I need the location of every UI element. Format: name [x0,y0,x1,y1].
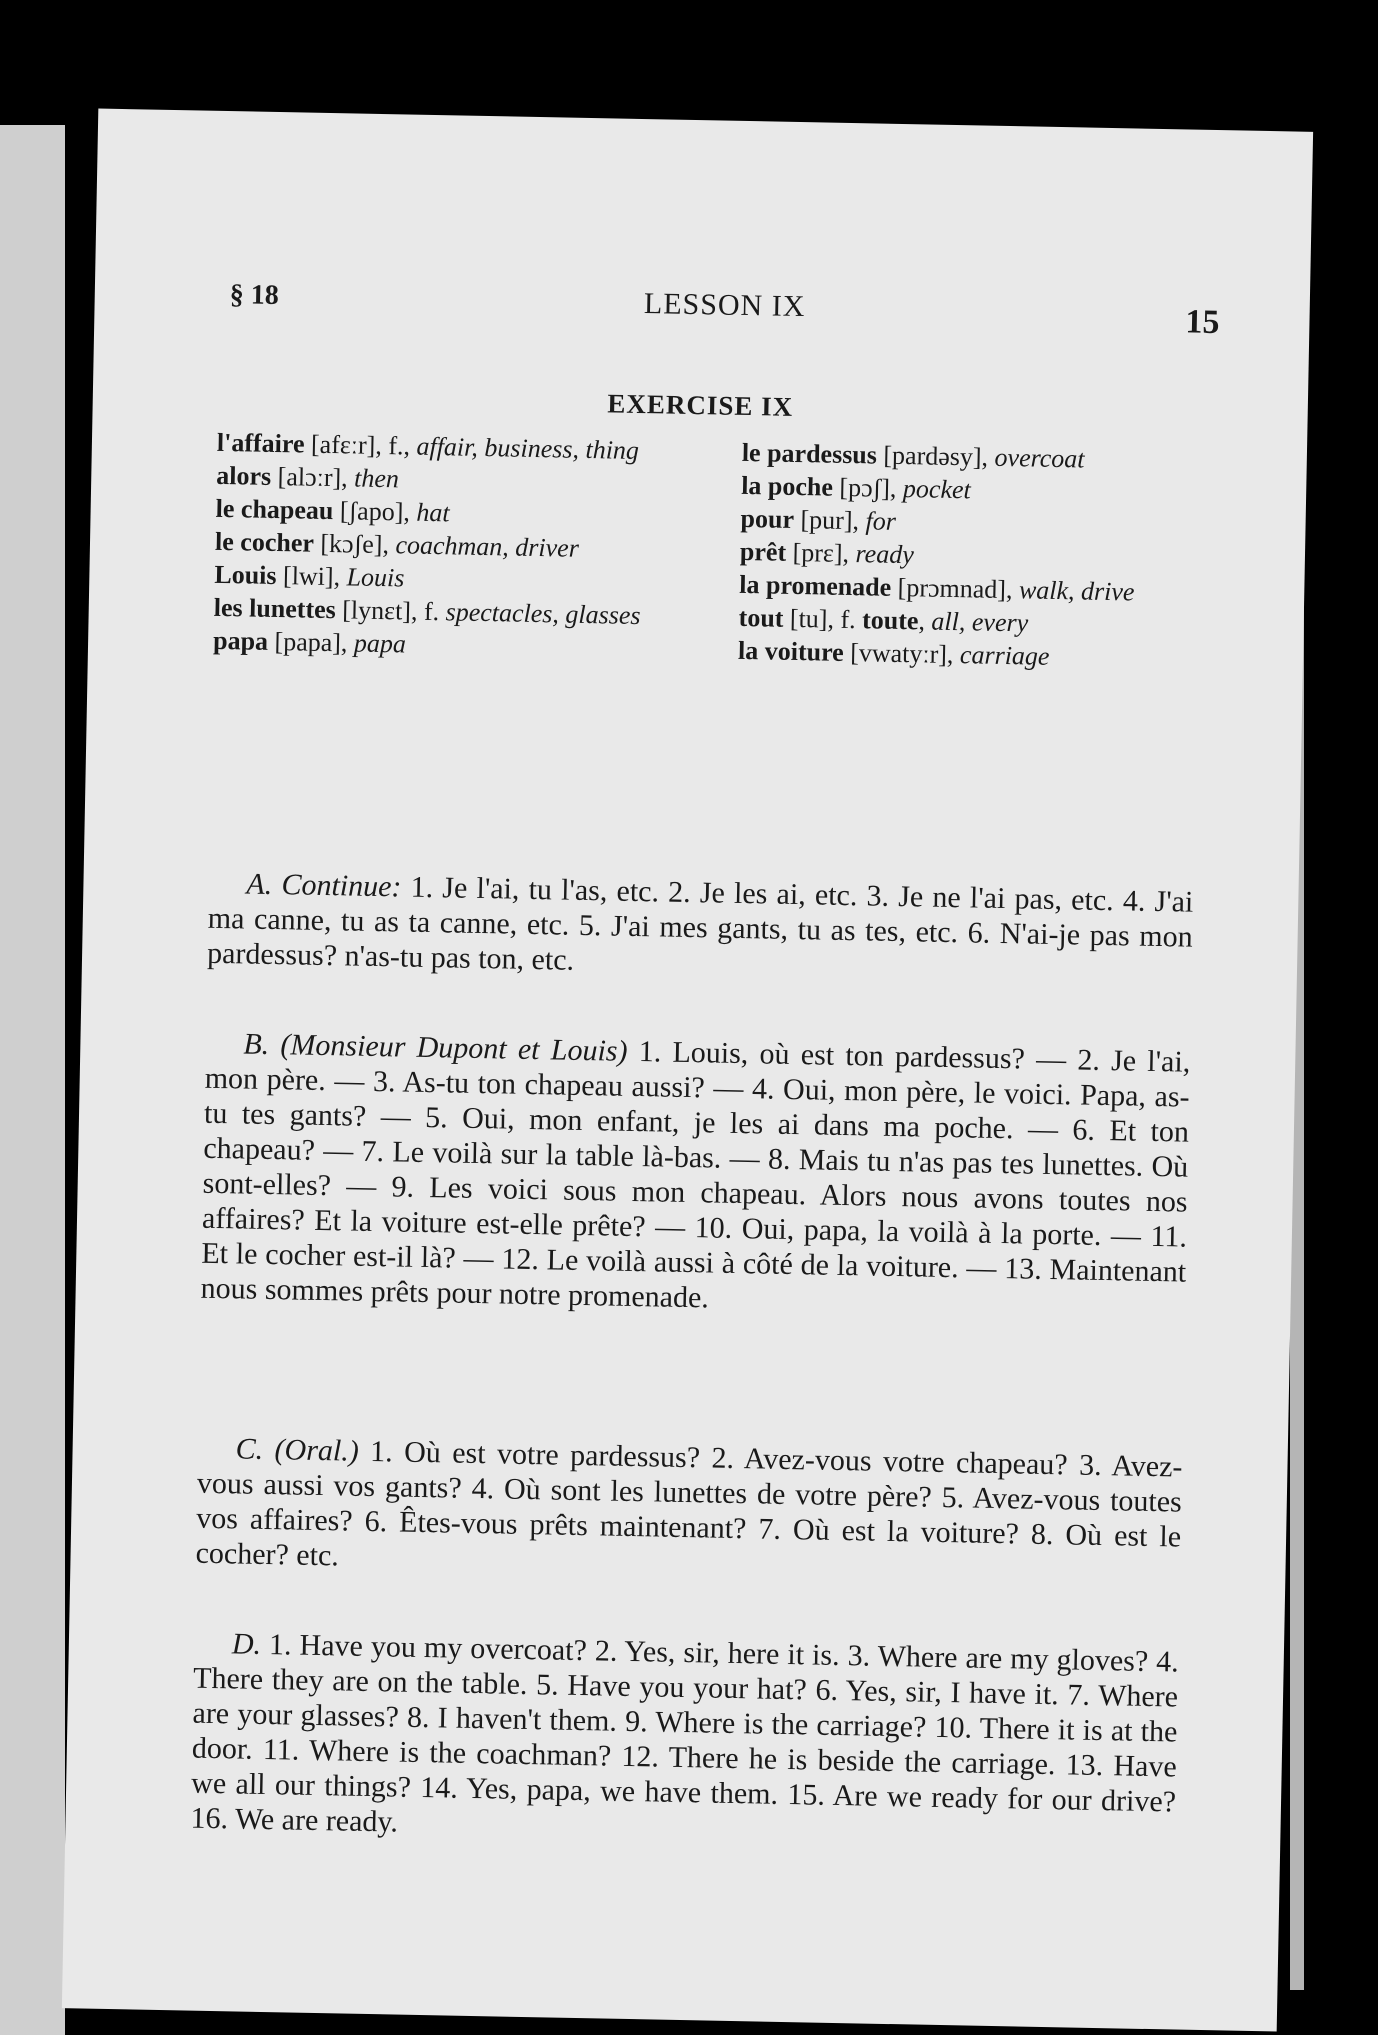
section-text: 1. Louis, où est ton pardessus? — 2. Je l'ai, mon père. — 3. As-tu ton chapeau aussi? — 4. Oui, mon père, le voici. Papa, as-tu tes gants? — 5. Oui, mon enfant, je les ai dans ma poche. — 6. Et ton chapeau? — 7. Le voilà sur la table là-bas. — 8. Mais tu n'as pas tes lunettes. Où sont-elles? — 9. Les voici sous mon chapeau. Alors nous avons toutes nos affaires? Et la voiture est-elle prête? — 10. Oui, papa, la voilà à la porte. — 11. Et le cocher est-il là? — 12. Le voilà aussi à côté de la voiture. — 13. Maintenant nous sommes prêts pour notre promenade. [200,1034,1191,1315]
exercise-section-b [200,1026,1190,1325]
vocab-entry: l'affaire [afɛːr], f., affair, business, thing [216,427,640,465]
page-number: 15 [1185,303,1220,342]
vocab-entry: Louis [lwi], Louis [214,559,405,593]
page-header [229,279,1220,348]
vocab-entry: papa [papa], papa [212,625,407,659]
vocabulary-column-right [738,436,1202,676]
vocab-entry: la poche [pɔʃ], pocket [740,470,972,505]
vocab-entry: pour [pur], for [740,503,897,536]
exercise-section-a [207,866,1194,990]
exercise-title: EXERCISE IX [607,388,794,422]
adjacent-page-edge [0,125,65,2035]
section-label: C. (Oral.) [235,1432,360,1468]
vocab-entry: alors [alɔːr], then [216,460,400,494]
section-text: 1. Have you my overcoat? 2. Yes, sir, here it is. 3. Where are my gloves? 4. There they are on the table. 5. Have you your hat? 6. Yes, sir, I have it. 7. Where are your glasses? 8. I haven't them. 9. Where is the carriage? 10. There it is at the door. 11. Where is the coachman? 12. There he is beside the carriage. 13. Have we all our things? 14. Yes, papa, we have them. 15. Are we ready for our drive? 16. We are ready. [190,1627,1180,1839]
book-page [62,109,1313,2032]
vocabulary-column-left [213,426,677,666]
section-number: § 18 [229,279,280,312]
vocab-entry: prêt [prɛ], ready [739,536,915,570]
vocab-entry: tout [tu], f. toute, all, every [738,602,1029,638]
section-text: 1. Je l'ai, tu l'as, etc. 2. Je les ai, etc. 3. Je ne l'ai pas, etc. 4. J'ai ma canne, tu as ta canne, etc. 5. J'ai mes gants, tu as tes, etc. 6. N'ai-je pas mon pardessus? n'as-tu pas ton, etc. [206,870,1194,977]
exercise-section-d [190,1626,1179,1855]
vocab-entry: le cocher [kɔʃe], coachman, driver [214,526,580,563]
lesson-title: LESSON IX [643,287,806,324]
vocab-entry: la voiture [vwatyːr], carriage [737,635,1050,671]
section-text: 1. Où est votre pardessus? 2. Avez-vous votre chapeau? 3. Avez-vous aussi vos gants? 4. Où sont les lunettes de votre père? 5. Avez-vous toutes vos affaires? 6. Êtes-vous prêts maintenant? 7. Où est la voiture? 8. Où est le cocher? etc. [195,1434,1183,1573]
vocab-entry: la promenade [prɔmnad], walk, drive [739,569,1135,607]
vocabulary-list [212,426,1217,671]
exercise-section-c [195,1431,1183,1590]
section-label: B. (Monsieur Dupont et Louis) [243,1027,628,1068]
section-label: D. [231,1627,262,1661]
section-label: A. Continue: [246,867,402,904]
vocab-entry: le chapeau [ʃapo], hat [215,493,450,528]
vocab-entry: le pardessus [pardəsy], overcoat [741,437,1085,474]
vocab-entry: les lunettes [lynɛt], f. spectacles, glasses [213,592,641,631]
